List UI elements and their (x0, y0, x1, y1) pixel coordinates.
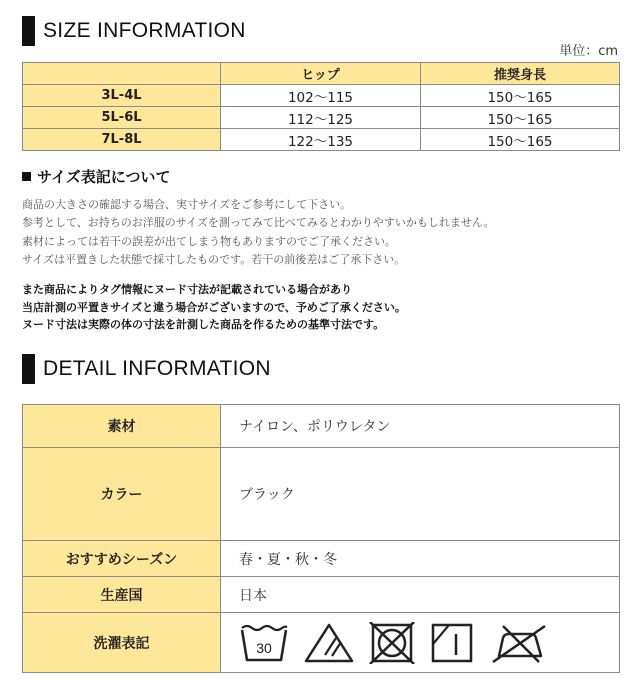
table-row (23, 85, 620, 107)
line-dry-icon (429, 622, 475, 664)
detail-label: カラー (23, 448, 221, 541)
height-value: 150〜165 (421, 85, 620, 107)
wash-icons (239, 622, 619, 664)
height-value: 150〜165 (421, 129, 620, 151)
note-bold-line: また商品によりタグ情報にヌード寸法が記載されている場合があり (22, 283, 352, 296)
bleach-triangle-icon (303, 622, 355, 664)
table-row (23, 577, 620, 613)
note-bold-line: ヌード寸法は実際の体の寸法を計測した商品を作るための基準寸法です。 (22, 318, 385, 331)
detail-label: 素材 (23, 405, 221, 448)
hip-value: 102〜115 (221, 85, 421, 107)
height-value: 150〜165 (421, 107, 620, 129)
note-line: サイズは平置きした状態で採寸したものです。若干の前後差はご了承下さい。 (22, 252, 406, 266)
height-header: 推奨身長 (421, 63, 620, 85)
hip-value: 122〜135 (221, 129, 421, 151)
detail-label: おすすめシーズン (23, 541, 221, 577)
unit-label: 単位：cm (559, 44, 618, 59)
size-table (22, 62, 620, 151)
detail-table (22, 404, 620, 673)
size-label: 7L-8L (23, 129, 221, 151)
size-label: 3L-4L (23, 85, 221, 107)
size-notes-title (22, 166, 171, 187)
size-info-title: SIZE INFORMATION (43, 19, 246, 42)
size-table-header-row (23, 63, 620, 85)
wash-temp-text: 30 (256, 639, 272, 656)
table-row (23, 129, 620, 151)
section-bar (22, 354, 35, 384)
detail-info-header (22, 354, 271, 384)
size-info-header (22, 16, 246, 46)
detail-value: ブラック (221, 448, 620, 541)
detail-value: 日本 (221, 577, 620, 613)
detail-label: 生産国 (23, 577, 221, 613)
size-notes-bold (22, 281, 406, 334)
square-bullet-icon (22, 172, 31, 181)
note-line: 素材によっては若干の誤差が出てしまう物もありますのでご了承ください。 (22, 234, 396, 248)
note-line: 商品の大きさの確認する場合、実寸サイズをご参考にして下さい。 (22, 198, 352, 211)
table-row (23, 107, 620, 129)
section-bar (22, 16, 35, 46)
size-notes (22, 196, 495, 269)
table-row (23, 541, 620, 577)
size-header-empty (23, 63, 221, 85)
table-row (23, 405, 620, 448)
hip-value: 112〜125 (221, 107, 421, 129)
wash-icons-cell (221, 613, 620, 673)
table-row (23, 613, 620, 673)
detail-value: ナイロン、ポリウレタン (221, 405, 620, 448)
detail-info-title: DETAIL INFORMATION (43, 357, 271, 380)
wash-30-icon (239, 622, 289, 664)
note-bold-line: 当店計測の平置きサイズと違う場合がございますので、予めご了承ください。 (22, 300, 406, 314)
note-line: 参考として、お持ちのお洋服のサイズを測ってみて比べてみるとわかりやすいかもしれません。 (22, 216, 495, 230)
size-label: 5L-6L (23, 107, 221, 129)
size-notes-title-text: サイズ表記について (37, 168, 171, 186)
no-iron-icon (489, 622, 549, 664)
table-row (23, 448, 620, 541)
no-tumble-dry-icon (369, 622, 415, 664)
detail-label: 洗濯表記 (23, 613, 221, 673)
hip-header: ヒップ (221, 63, 421, 85)
detail-value: 春・夏・秋・冬 (221, 541, 620, 577)
